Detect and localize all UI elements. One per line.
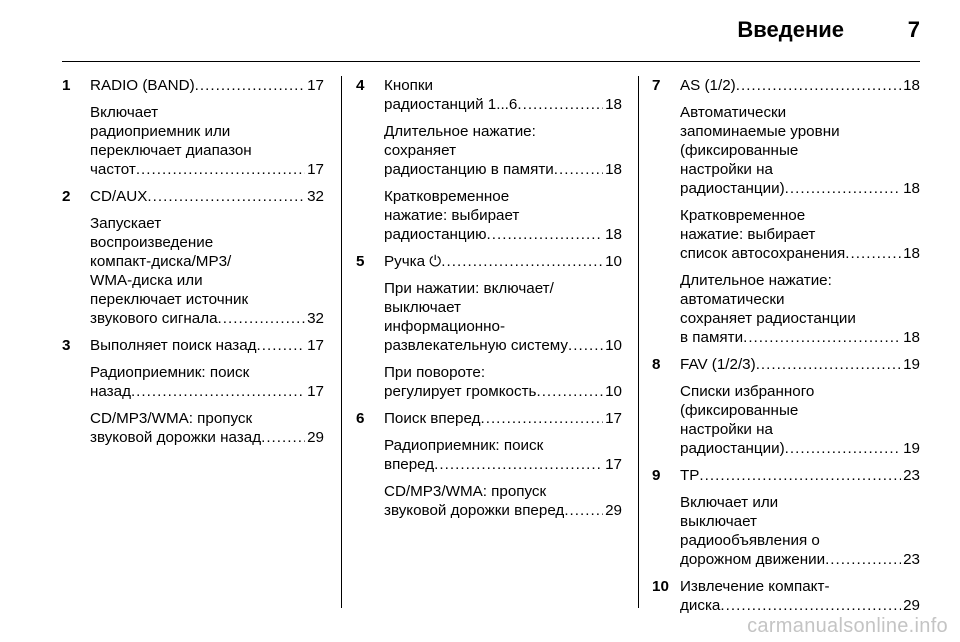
dot-leader	[441, 252, 603, 271]
column-divider-2	[638, 76, 639, 608]
dot-leader	[845, 244, 901, 263]
description-line: Включает или	[680, 494, 779, 511]
column-1	[62, 76, 324, 455]
toc-leader-line	[384, 336, 622, 355]
toc-leader-line	[90, 382, 324, 401]
item-description	[384, 122, 622, 179]
toc-entry-text: радиостанции)	[680, 440, 785, 457]
watermark: carmanualsonline.info	[747, 615, 948, 637]
item-description	[680, 493, 920, 569]
item-description	[90, 214, 324, 328]
description-line: выключает	[384, 299, 461, 316]
dot-leader	[756, 355, 901, 374]
toc-leader-line	[384, 455, 622, 474]
toc-leader-line	[680, 596, 920, 615]
column-divider-1	[341, 76, 342, 608]
description-line: Длительное нажатие:	[680, 272, 832, 289]
description-line: CD/MP3/WMA: пропуск	[90, 410, 253, 427]
toc-leader-line	[680, 76, 920, 95]
toc-leader-line	[384, 382, 622, 401]
description-line: переключает диапазон	[90, 142, 252, 159]
toc-leader-line	[384, 95, 622, 114]
description-line: При повороте:	[384, 364, 486, 381]
description-line: Списки избранного	[680, 383, 815, 400]
description-line: компакт-диска/MP3/	[90, 253, 232, 270]
item-description	[680, 382, 920, 458]
toc-page-number: 17	[307, 77, 324, 94]
description-line: Включает	[90, 104, 159, 121]
dot-leader	[785, 179, 901, 198]
item-description	[680, 103, 920, 198]
dot-leader	[825, 550, 901, 569]
toc-entry-text: дорожном движении	[680, 551, 826, 568]
dot-leader	[136, 160, 305, 179]
toc-entry-text: радиостанцию	[384, 226, 487, 243]
item-description	[680, 271, 920, 347]
item-title-line: Кнопки	[384, 77, 434, 94]
item-number: 10	[652, 578, 669, 595]
dot-leader	[785, 439, 901, 458]
toc-page-number: 17	[605, 456, 622, 473]
toc-entry-text: Поиск вперед	[384, 410, 481, 427]
toc-page-number: 29	[605, 502, 622, 519]
column-2	[356, 76, 622, 528]
description-line: Автоматически	[680, 104, 787, 121]
toc-entry-text: частот	[90, 161, 136, 178]
toc-entry-text: звуковой дорожки вперед	[384, 502, 565, 519]
dot-leader	[131, 382, 305, 401]
item-description	[384, 279, 622, 355]
toc-page-number: 32	[307, 310, 324, 327]
toc-page-number: 17	[307, 337, 324, 354]
toc-leader-line	[90, 160, 324, 179]
dot-leader	[568, 336, 603, 355]
dot-leader	[195, 76, 305, 95]
toc-entry-text: Ручка ⏻	[384, 253, 442, 270]
item-number: 2	[62, 188, 71, 205]
toc-page-number: 18	[605, 161, 622, 178]
toc-entry-text: RADIO (BAND)	[90, 77, 195, 94]
description-line: (фиксированные	[680, 402, 799, 419]
item-number: 8	[652, 356, 661, 373]
toc-entry	[62, 187, 324, 328]
toc-page-number: 23	[903, 551, 920, 568]
description-line: При нажатии: включает/	[384, 280, 554, 297]
item-number: 3	[62, 337, 71, 354]
description-line: Радиоприемник: поиск	[384, 437, 544, 454]
toc-leader-line	[680, 244, 920, 263]
toc-entry-text: CD/AUX	[90, 188, 148, 205]
item-number: 6	[356, 410, 365, 427]
item-description	[384, 482, 622, 520]
page-title: Введение	[737, 17, 844, 42]
toc-entry-text: радиостанции)	[680, 180, 785, 197]
toc-leader-line	[680, 466, 920, 485]
toc-page-number: 17	[605, 410, 622, 427]
toc-entry-text: AS (1/2)	[680, 77, 736, 94]
description-line: информационно-	[384, 318, 506, 335]
item-description	[384, 187, 622, 244]
toc-page-number: 19	[903, 440, 920, 457]
dot-leader	[486, 225, 603, 244]
toc-page-number: 18	[605, 96, 622, 113]
toc-entry	[652, 466, 920, 569]
description-line: сохраняет	[384, 142, 457, 159]
description-line: Кратковременное	[384, 188, 510, 205]
description-line: автоматически	[680, 291, 785, 308]
toc-entry-text: назад	[90, 383, 131, 400]
toc-entry-text: регулирует громкость	[384, 383, 537, 400]
toc-entry-text: радиостанций 1...6	[384, 96, 518, 113]
item-number: 9	[652, 467, 661, 484]
item-description	[90, 409, 324, 447]
toc-entry	[652, 577, 920, 615]
dot-leader	[743, 328, 901, 347]
description-line: Радиоприемник: поиск	[90, 364, 250, 381]
dot-leader	[434, 455, 603, 474]
item-description	[90, 103, 324, 179]
toc-page-number: 17	[307, 161, 324, 178]
toc-entry-text: развлекательную систему	[384, 337, 569, 354]
toc-entry-text: TP	[680, 467, 700, 484]
toc-page-number: 18	[605, 226, 622, 243]
toc-page-number: 10	[605, 253, 622, 270]
toc-entry-text: радиостанцию в памяти	[384, 161, 554, 178]
toc-entry-text: Выполняет поиск назад	[90, 337, 257, 354]
toc-page-number: 18	[903, 245, 920, 262]
toc-leader-line	[384, 501, 622, 520]
description-line: настройки на	[680, 421, 773, 438]
dot-leader	[564, 501, 603, 520]
description-line: настройки на	[680, 161, 773, 178]
dot-leader	[517, 95, 603, 114]
description-line: Длительное нажатие:	[384, 123, 536, 140]
toc-leader-line	[680, 355, 920, 374]
toc-page-number: 10	[605, 337, 622, 354]
toc-page-number: 18	[903, 77, 920, 94]
toc-page-number: 18	[903, 180, 920, 197]
toc-entry-text: FAV (1/2/3)	[680, 356, 756, 373]
dot-leader	[720, 596, 901, 615]
description-line: радиоприемник или	[90, 123, 231, 140]
toc-entry-text: звуковой дорожки назад	[90, 429, 262, 446]
dot-leader	[147, 187, 305, 206]
toc-leader-line	[90, 428, 324, 447]
description-line: воспроизведение	[90, 234, 214, 251]
page-number: 7	[907, 17, 920, 42]
item-title-line: Извлечение компакт-	[680, 578, 830, 595]
description-line: нажатие: выбирает	[384, 207, 520, 224]
dot-leader	[218, 309, 306, 328]
description-line: радиообъявления о	[680, 532, 820, 549]
column-3	[652, 76, 920, 623]
dot-leader	[736, 76, 901, 95]
dot-leader	[261, 428, 305, 447]
toc-entry-text: диска	[680, 597, 721, 614]
item-number: 4	[356, 77, 365, 94]
toc-entry-text: звукового сигнала	[90, 310, 218, 327]
description-line: Запускает	[90, 215, 162, 232]
toc-entry-text: в памяти	[680, 329, 744, 346]
description-line: сохраняет радиостанции	[680, 310, 856, 327]
toc-entry	[356, 252, 622, 401]
toc-page-number: 19	[903, 356, 920, 373]
description-line: CD/MP3/WMA: пропуск	[384, 483, 547, 500]
item-number: 7	[652, 77, 661, 94]
dot-leader	[257, 336, 306, 355]
toc-leader-line	[90, 76, 324, 95]
toc-page-number: 10	[605, 383, 622, 400]
item-description	[680, 206, 920, 263]
dot-leader	[536, 382, 603, 401]
toc-entry-text: список автосохранения	[680, 245, 846, 262]
toc-leader-line	[90, 187, 324, 206]
description-line: Кратковременное	[680, 207, 806, 224]
item-description	[90, 363, 324, 401]
toc-page-number: 23	[903, 467, 920, 484]
dot-leader	[699, 466, 901, 485]
item-number: 5	[356, 253, 365, 270]
toc-entry	[652, 76, 920, 347]
dot-leader	[554, 160, 603, 179]
toc-page-number: 18	[903, 329, 920, 346]
item-number: 1	[62, 77, 71, 94]
toc-leader-line	[680, 328, 920, 347]
toc-leader-line	[680, 439, 920, 458]
description-line: нажатие: выбирает	[680, 226, 816, 243]
toc-leader-line	[680, 179, 920, 198]
description-line: (фиксированные	[680, 142, 799, 159]
toc-page-number: 32	[307, 188, 324, 205]
header-divider	[62, 61, 920, 62]
toc-page-number: 29	[903, 597, 920, 614]
toc-leader-line	[90, 336, 324, 355]
item-description	[384, 436, 622, 474]
toc-leader-line	[384, 252, 622, 271]
description-line: выключает	[680, 513, 757, 530]
toc-entry	[652, 355, 920, 458]
toc-page-number: 29	[307, 429, 324, 446]
item-description	[384, 363, 622, 401]
toc-entry	[356, 409, 622, 520]
toc-leader-line	[384, 160, 622, 179]
description-line: запоминаемые уровни	[680, 123, 840, 140]
toc-entry	[62, 336, 324, 447]
toc-leader-line	[384, 225, 622, 244]
toc-entry-text: вперед	[384, 456, 435, 473]
description-line: WMA-диска или	[90, 272, 203, 289]
description-line: переключает источник	[90, 291, 249, 308]
toc-entry	[62, 76, 324, 179]
toc-entry	[356, 76, 622, 244]
toc-page-number: 17	[307, 383, 324, 400]
toc-leader-line	[680, 550, 920, 569]
dot-leader	[480, 409, 603, 428]
toc-leader-line	[90, 309, 324, 328]
page-header	[0, 0, 960, 60]
toc-leader-line	[384, 409, 622, 428]
